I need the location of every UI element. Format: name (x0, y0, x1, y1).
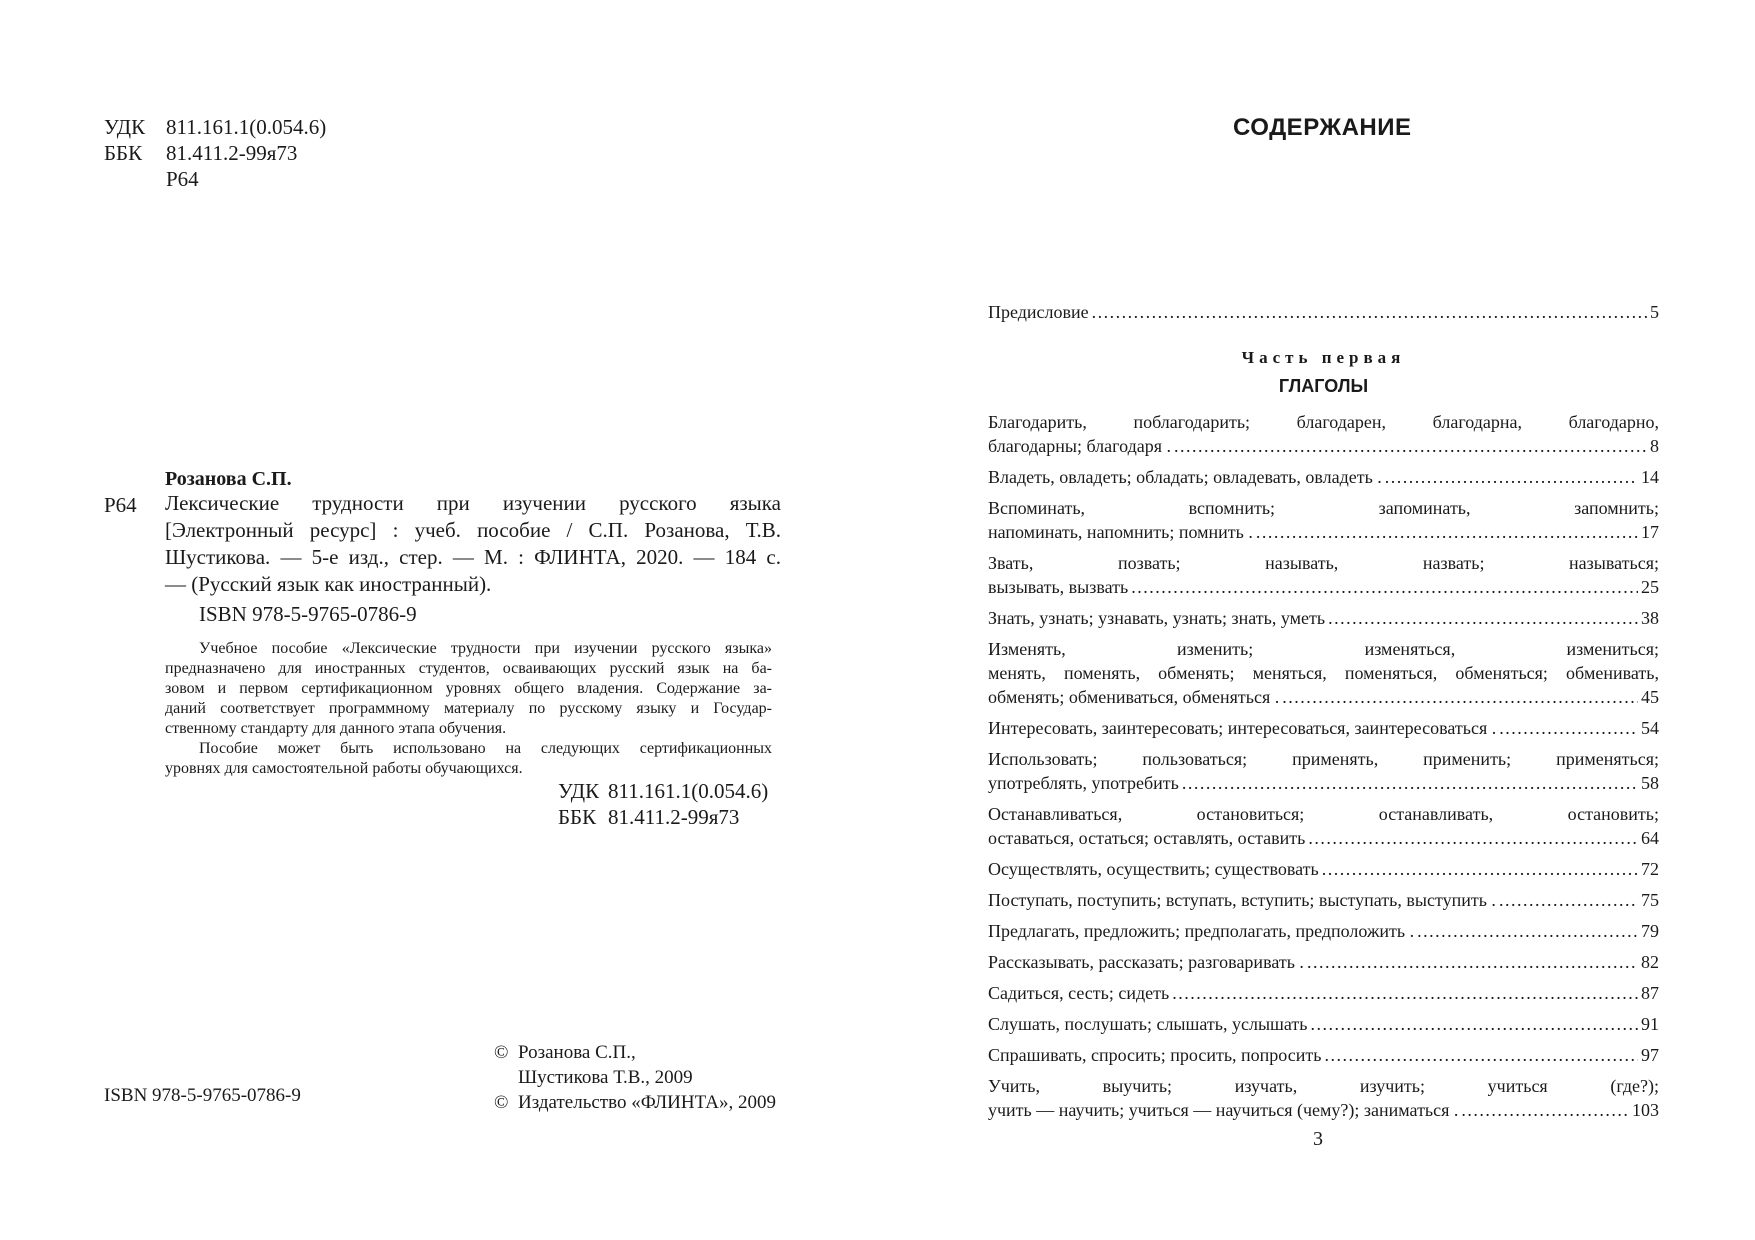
toc-entry-line: Использовать; пользоваться; применять, применить; применяться; (988, 749, 1659, 769)
toc-entry-last-line (988, 1012, 1659, 1036)
toc-page-number: 97 (1641, 1045, 1659, 1065)
annotation-line: Пособие может быть использовано на следующих сертификационных (199, 740, 772, 757)
biblio-line: [Электронный ресурс] : учеб. пособие / С.П. Розанова, Т.В. (165, 518, 781, 542)
toc-page-number: 17 (1641, 522, 1659, 542)
toc-entry-text: Владеть, овладеть; обладать; овладевать, овладеть . (988, 467, 1382, 487)
toc-entry-line: Звать, позвать; называть, назвать; называться; (988, 553, 1659, 573)
dot-leader (1328, 606, 1638, 630)
author-name: Розанова С.П. (165, 468, 292, 490)
annotation-line: даний соответствует программному материалу по русскому языку и Государ- (165, 700, 772, 717)
toc-entry[interactable] (988, 551, 1659, 599)
toc-entry-text: благодарны; благодаря . (988, 436, 1171, 456)
dot-leader (1174, 434, 1647, 458)
dot-leader (1308, 826, 1638, 850)
toc-entry[interactable] (988, 747, 1659, 795)
toc-page-number: 14 (1641, 467, 1659, 487)
toc-page-number: 64 (1641, 828, 1659, 848)
toc-entry-last-line (988, 857, 1659, 881)
dot-leader (1385, 465, 1638, 489)
biblio-line: Шустикова. — 5-е изд., стер. — М. : ФЛИНТА, 2020. — 184 с. (165, 545, 781, 569)
toc-entry-last-line (988, 575, 1659, 599)
dot-leader (1499, 888, 1638, 912)
toc-entry[interactable] (988, 857, 1659, 881)
shelf-mark: Р64 (104, 493, 137, 517)
table-of-contents (988, 300, 1659, 1129)
toc-page-number: 75 (1641, 890, 1659, 910)
toc-entry-text: Спрашивать, спросить; просить, попросить (988, 1045, 1322, 1065)
code-label (104, 166, 166, 192)
toc-entry-text: употреблять, употребить (988, 773, 1179, 793)
toc-entry-last-line (988, 1098, 1659, 1122)
toc-entry-last-line (988, 981, 1659, 1005)
toc-page-number: 82 (1641, 952, 1659, 972)
dot-leader (1256, 520, 1638, 544)
dot-leader (1307, 950, 1638, 974)
toc-entry-text: Предлагать, предложить; предполагать, предположить . (988, 921, 1415, 941)
toc-entry-last-line (988, 888, 1659, 912)
toc-entry-line: Благодарить, поблагодарить; благодарен, благодарна, благодарно, (988, 412, 1659, 432)
toc-page-number: 45 (1641, 687, 1659, 707)
toc-page-number: 54 (1641, 718, 1659, 738)
toc-entry-text: Поступать, поступить; вступать, вступить; выступать, выступить . (988, 890, 1496, 910)
toc-entry-last-line (988, 465, 1659, 489)
classification-codes (104, 114, 326, 192)
toc-entry[interactable] (988, 1012, 1659, 1036)
toc-entry[interactable] (988, 802, 1659, 850)
toc-entry[interactable] (988, 606, 1659, 630)
toc-entry-last-line (988, 606, 1659, 630)
classification-codes-bottom (558, 778, 768, 830)
toc-entries (988, 410, 1659, 1122)
toc-entry-line: Учить, выучить; изучать, изучить; учиться (где?); (988, 1076, 1659, 1096)
code-label: ББК (558, 805, 597, 829)
toc-entry-last-line (988, 434, 1659, 458)
dot-leader (1322, 857, 1638, 881)
copyright-line (494, 1065, 776, 1090)
toc-entry-last-line (988, 1043, 1659, 1067)
toc-page-number: 5 (1650, 302, 1659, 322)
toc-entry-text: Знать, узнать; узнавать, узнать; знать, уметь (988, 608, 1326, 628)
toc-title: СОДЕРЖАНИЕ (1233, 114, 1412, 141)
toc-entry-last-line (988, 716, 1659, 740)
author-mark-row (104, 166, 326, 192)
annotation-line: ственному стандарту для данного этапа обучения. (165, 720, 507, 737)
toc-entry-text: вызывать, вызвать (988, 577, 1129, 597)
toc-entry-text: оставаться, остаться; оставлять, оставить (988, 828, 1306, 848)
biblio-line: — (Русский язык как иностранный). (165, 572, 492, 596)
toc-entry[interactable] (988, 410, 1659, 458)
toc-entry[interactable] (988, 888, 1659, 912)
toc-entry-text: обменять; обмениваться, обменяться . (988, 687, 1280, 707)
udk-row (104, 114, 326, 140)
annotation-line: уровнях для самостоятельной работы обучающихся. (165, 760, 523, 777)
code-value: 811.161.1(0.054.6) (166, 115, 327, 139)
copyright-line (494, 1090, 776, 1115)
code-label: ББК (104, 141, 143, 165)
copyright-icon: © (494, 1092, 509, 1113)
isbn: ISBN 978-5-9765-0786-9 (199, 602, 417, 626)
toc-page-number: 87 (1641, 983, 1659, 1003)
toc-entry-last-line (988, 826, 1659, 850)
toc-page-number: 58 (1641, 773, 1659, 793)
code-value: 81.411.2-99я73 (166, 141, 298, 165)
dot-leader (1311, 1012, 1638, 1036)
toc-entry[interactable] (988, 1043, 1659, 1067)
copyright-text: Розанова С.П., (518, 1042, 636, 1063)
dot-leader (1131, 575, 1638, 599)
dot-leader (1499, 716, 1638, 740)
page-number: 3 (1313, 1128, 1323, 1150)
toc-entry-line: Останавливаться, остановиться; останавливать, остановить; (988, 804, 1659, 824)
toc-entry-text: учить — научить; учиться — научиться (чему?); заниматься . (988, 1100, 1459, 1120)
toc-entry-text: Предисловие (988, 302, 1089, 322)
bbk-row (558, 804, 768, 830)
dot-leader (1461, 1098, 1629, 1122)
toc-entry-line: Вспоминать, вспомнить; запоминать, запомнить; (988, 498, 1659, 518)
code-label: УДК (558, 779, 600, 803)
copyright-text: Шустикова Т.В., 2009 (518, 1067, 693, 1088)
toc-entry[interactable] (988, 465, 1659, 489)
annotation (165, 639, 772, 779)
annotation-line: Учебное пособие «Лексические трудности при изучении русского языка» (199, 640, 772, 657)
toc-entry[interactable] (988, 981, 1659, 1005)
toc-entry-last-line (988, 771, 1659, 795)
toc-entry-last-line (988, 950, 1659, 974)
annotation-line: зовом и первом сертификационном уровнях общего владения. Содержание за- (165, 680, 772, 697)
toc-entry-text: Слушать, послушать; слышать, услышать (988, 1014, 1308, 1034)
toc-page-number: 103 (1632, 1100, 1659, 1120)
toc-page-number: 8 (1650, 436, 1659, 456)
annotation-line: предназначено для иностранных студентов, осваивающих русский язык на ба- (165, 660, 772, 677)
toc-page-number: 91 (1641, 1014, 1659, 1034)
toc-entry[interactable] (988, 1074, 1659, 1122)
code-value: Р64 (166, 167, 199, 191)
toc-entry-line: Изменять, изменить; изменяться, измениться; (988, 639, 1659, 659)
copyright-text: Издательство «ФЛИНТА», 2009 (518, 1092, 776, 1113)
toc-entry[interactable] (988, 637, 1659, 709)
copyright-block (494, 1040, 776, 1115)
toc-entry-last-line (988, 919, 1659, 943)
bbk-row (104, 140, 326, 166)
toc-page-number: 38 (1641, 608, 1659, 628)
toc-entry[interactable] (988, 716, 1659, 740)
dot-leader (1324, 1043, 1638, 1067)
toc-page-number: 25 (1641, 577, 1659, 597)
dot-leader (1182, 771, 1638, 795)
part-heading: Часть первая (1241, 348, 1406, 367)
toc-entry-last-line (988, 685, 1659, 709)
dot-leader (1092, 300, 1647, 324)
isbn-bottom: ISBN 978-5-9765-0786-9 (104, 1085, 301, 1106)
copyright-line (494, 1040, 776, 1065)
toc-page-number: 72 (1641, 859, 1659, 879)
copyright-icon: © (494, 1042, 509, 1063)
copyright-icon (494, 1065, 518, 1090)
toc-entry-text: Интересовать, заинтересовать; интересоваться, заинтересоваться . (988, 718, 1497, 738)
dot-leader (1417, 919, 1638, 943)
toc-entry-line: менять, поменять, обменять; меняться, поменяться, обменяться; обменивать, (988, 663, 1659, 683)
toc-entry[interactable] (988, 496, 1659, 544)
toc-entry-preface[interactable] (988, 300, 1659, 324)
biblio-line: Лексические трудности при изучении русского языка (165, 491, 781, 515)
dot-leader (1282, 685, 1638, 709)
code-value: 81.411.2-99я73 (608, 805, 740, 829)
toc-entry-text: Садиться, сесть; сидеть (988, 983, 1170, 1003)
code-label: УДК (104, 115, 146, 139)
toc-entry-text: Осуществлять, осуществить; существовать (988, 859, 1319, 879)
toc-page-number: 79 (1641, 921, 1659, 941)
dot-leader (1172, 981, 1638, 1005)
toc-entry[interactable] (988, 950, 1659, 974)
udk-row (558, 778, 768, 804)
bibliographic-description (165, 490, 781, 598)
toc-entry-last-line (988, 520, 1659, 544)
toc-entry-text: напоминать, напомнить; помнить . (988, 522, 1253, 542)
code-value: 811.161.1(0.054.6) (608, 779, 769, 803)
toc-entry[interactable] (988, 919, 1659, 943)
section-heading: ГЛАГОЛЫ (1278, 376, 1369, 396)
toc-entry-text: Рассказывать, рассказать; разговаривать . (988, 952, 1304, 972)
